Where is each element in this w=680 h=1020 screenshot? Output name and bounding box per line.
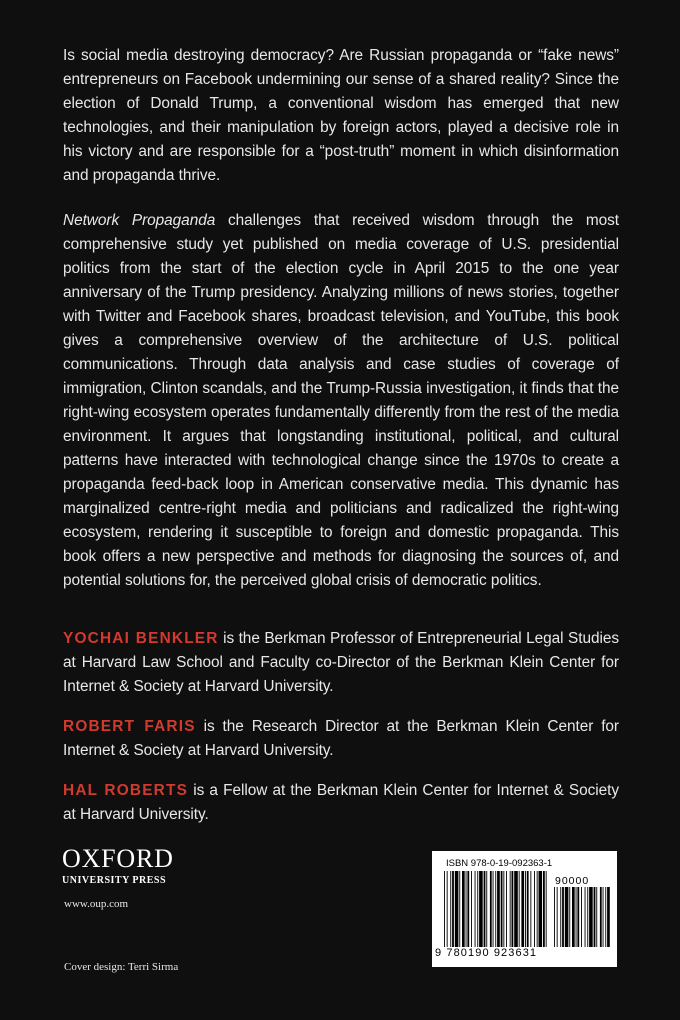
isbn-label: ISBN 978-0-19-092363-1 [446,858,553,869]
price-code: 90000 [555,875,590,887]
author-name-faris: ROBERT FARIS [63,718,196,735]
publisher-logo [62,846,174,886]
cover-design-credit: Cover design: Terri Sirma [64,961,179,973]
author-bio-benkler [63,627,619,699]
author-bio-text: is the Research Director at the Berkman Klein Center for Internet & Society at Harvard University. [63,718,620,759]
author-bio-roberts [63,779,619,827]
author-bio-faris [63,715,619,763]
barcode-digits: 9 780190 923631 [435,947,538,959]
back-cover-text [63,44,619,827]
author-name-benkler: YOCHAI BENKLER [63,630,219,647]
publisher-subtitle: UNIVERSITY PRESS [62,875,167,886]
addon-barcode-bars [554,887,610,951]
publisher-url: www.oup.com [64,898,129,910]
book-title: Network Propaganda [63,212,216,229]
author-bio-text: is a Fellow at the Berkman Klein Center for Internet & Society at Harvard University. [63,782,620,823]
blurb-paragraph-2-text: challenges that received wisdom through the most comprehensive study yet published on media coverage of U.S. presidential politics from the start of the election cycle in April 2015 to the one year anniversary of the Trump presidency. Analyzing millions of news stories, together with Twitter and Facebook shares, broadcast television, and YouTube, this book gives a comprehensive overview of the architecture of U.S. political communications. Through data analysis and case studies of coverage of immigration, Clinton scandals, and the Trump-Russia investigation, it finds that the right-wing ecosystem operates fundamentally differently from the rest of the media environment. It argues that longstanding institutional, political, and cultural patterns have interacted with technological change since the 1970s to create a propaganda feed-back loop in American conservative media. This dynamic has marginalized centre-right media and politicians and radicalized the right-wing ecosystem, rendering it susceptible to foreign and domestic propaganda. This book offers a new perspective and methods for diagnosing the sources of, and potential solutions for, the perceived global crisis of democratic politics. [63,212,619,589]
publisher-name: OXFORD [62,844,174,873]
blurb-paragraph-1: Is social media destroying democracy? Are Russian propaganda or “fake news” entrepreneurs on Facebook undermining our sense of a shared reality? Since the election of Donald Trump, a conventional wisdom has emerged that new technologies, and their manipulation by foreign actors, played a decisive role in his victory and are responsible for a “post-truth” moment in which disinformation and propaganda thrive. [63,47,619,184]
isbn-barcode [432,851,617,967]
ean-barcode-bars [444,871,550,951]
blurb-paragraph-2 [63,209,619,593]
author-bio-text: is the Berkman Professor of Entrepreneurial Legal Studies at Harvard Law School and Faculty co-Director of the Berkman Klein Center for Internet & Society at Harvard University. [63,630,620,695]
author-name-roberts: HAL ROBERTS [63,782,189,799]
